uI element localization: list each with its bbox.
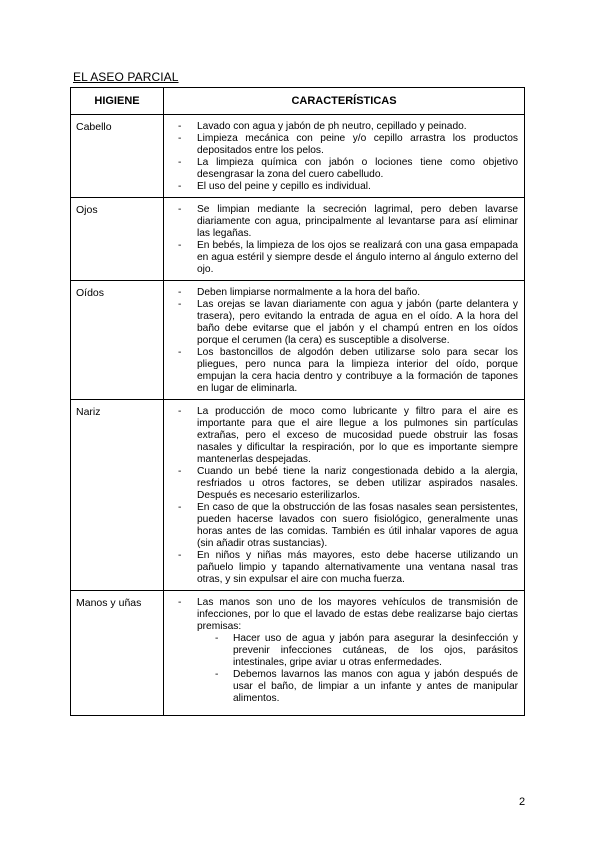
sub-list-item: - Debemos lavarnos las manos con agua y jabón después de usar el baño, de limpiar a un infante y antes de manipular alimentos. (215, 669, 518, 705)
row-description (164, 400, 525, 591)
table-row-cabello (71, 115, 525, 198)
row-description (164, 591, 525, 716)
table-row-manos (71, 591, 525, 716)
list-item: - Lavado con agua y jabón de ph neutro, cepillado y peinado. (178, 121, 518, 133)
row-description (164, 198, 525, 281)
document-title: EL ASEO PARCIAL (73, 70, 179, 84)
list-item: - En caso de que la obstrucción de las fosas nasales sean persistentes, pueden hacerse lavados con suero fisiológico, generalmente unas horas antes de las comidas. También es útil inhalar vapores de agua (sin añadir otras sustancias). (178, 502, 518, 550)
row-name: Manos y uñas (71, 591, 164, 716)
list-item: - El uso del peine y cepillo es individual. (178, 181, 518, 193)
row-name: Cabello (71, 115, 164, 198)
table-row-ojos (71, 198, 525, 281)
table-row-oidos (71, 281, 525, 400)
header-characteristics: CARACTERÍSTICAS (164, 88, 525, 115)
row-name: Nariz (71, 400, 164, 591)
list-item: - Deben limpiarse normalmente a la hora del baño. (178, 287, 518, 299)
header-hygiene: HIGIENE (71, 88, 164, 115)
hygiene-table (70, 87, 525, 716)
list-item: - Se limpian mediante la secreción lagrimal, pero deben lavarse diariamente con agua, principalmente al levantarse para así eliminar las legañas. (178, 204, 518, 240)
list-item: - Limpieza mecánica con peine y/o cepillo arrastra los productos depositados entre los pelos. (178, 133, 518, 157)
page-number: 2 (519, 796, 526, 808)
row-description (164, 281, 525, 400)
table-header-row (71, 88, 525, 115)
list-item: - La producción de moco como lubricante y filtro para el aire es importante para que el aire llegue a los pulmones sin partículas extrañas, pero el exceso de mucosidad puede obstruir las fosas nasales y dificultar la respiración, por lo que es importante siempre mantenerlas despejadas. (178, 406, 518, 466)
row-description (164, 115, 525, 198)
list-item: - Cuando un bebé tiene la nariz congestionada debido a la alergia, resfriados u otros factores, se deben utilizar aspirados nasales. Después es necesario esterilizarlos. (178, 466, 518, 502)
row-name: Ojos (71, 198, 164, 281)
list-item: - La limpieza química con jabón o lociones tiene como objetivo desengrasar la zona del cuero cabelludo. (178, 157, 518, 181)
list-item: - Las orejas se lavan diariamente con agua y jabón (parte delantera y trasera), pero evitando la entrada de agua en el oído. A la hora del baño debe evitarse que el jabón y el champú entren en los oídos porque el cerumen (la cera) es susceptible a disolverse. (178, 299, 518, 347)
table-row-nariz (71, 400, 525, 591)
sub-list-item: - Hacer uso de agua y jabón para asegurar la desinfección y prevenir infecciones cutáneas, de los ojos, parásitos intestinales, gripe aviar u otras enfermedades. (215, 633, 518, 669)
list-item: - En niños y niñas más mayores, esto debe hacerse utilizando un pañuelo limpio y tapando alternativamente una ventana nasal tras otras, y sin expulsar el aire con mucha fuerza. (178, 550, 518, 586)
list-item (178, 597, 518, 705)
row-name: Oídos (71, 281, 164, 400)
list-item-text: Las manos son uno de los mayores vehículos de transmisión de infecciones, por lo que el lavado de estas debe realizarse bajo ciertas premisas: (197, 597, 518, 632)
list-item: - Los bastoncillos de algodón deben utilizarse solo para secar los pliegues, pero nunca para la limpieza interior del oído, porque empujan la cera hacia dentro y contribuye a la formación de tapones en lugar de eliminarla. (178, 347, 518, 395)
list-item: - En bebés, la limpieza de los ojos se realizará con una gasa empapada en agua estéril y siempre desde el ángulo interno al ángulo externo del ojo. (178, 240, 518, 276)
